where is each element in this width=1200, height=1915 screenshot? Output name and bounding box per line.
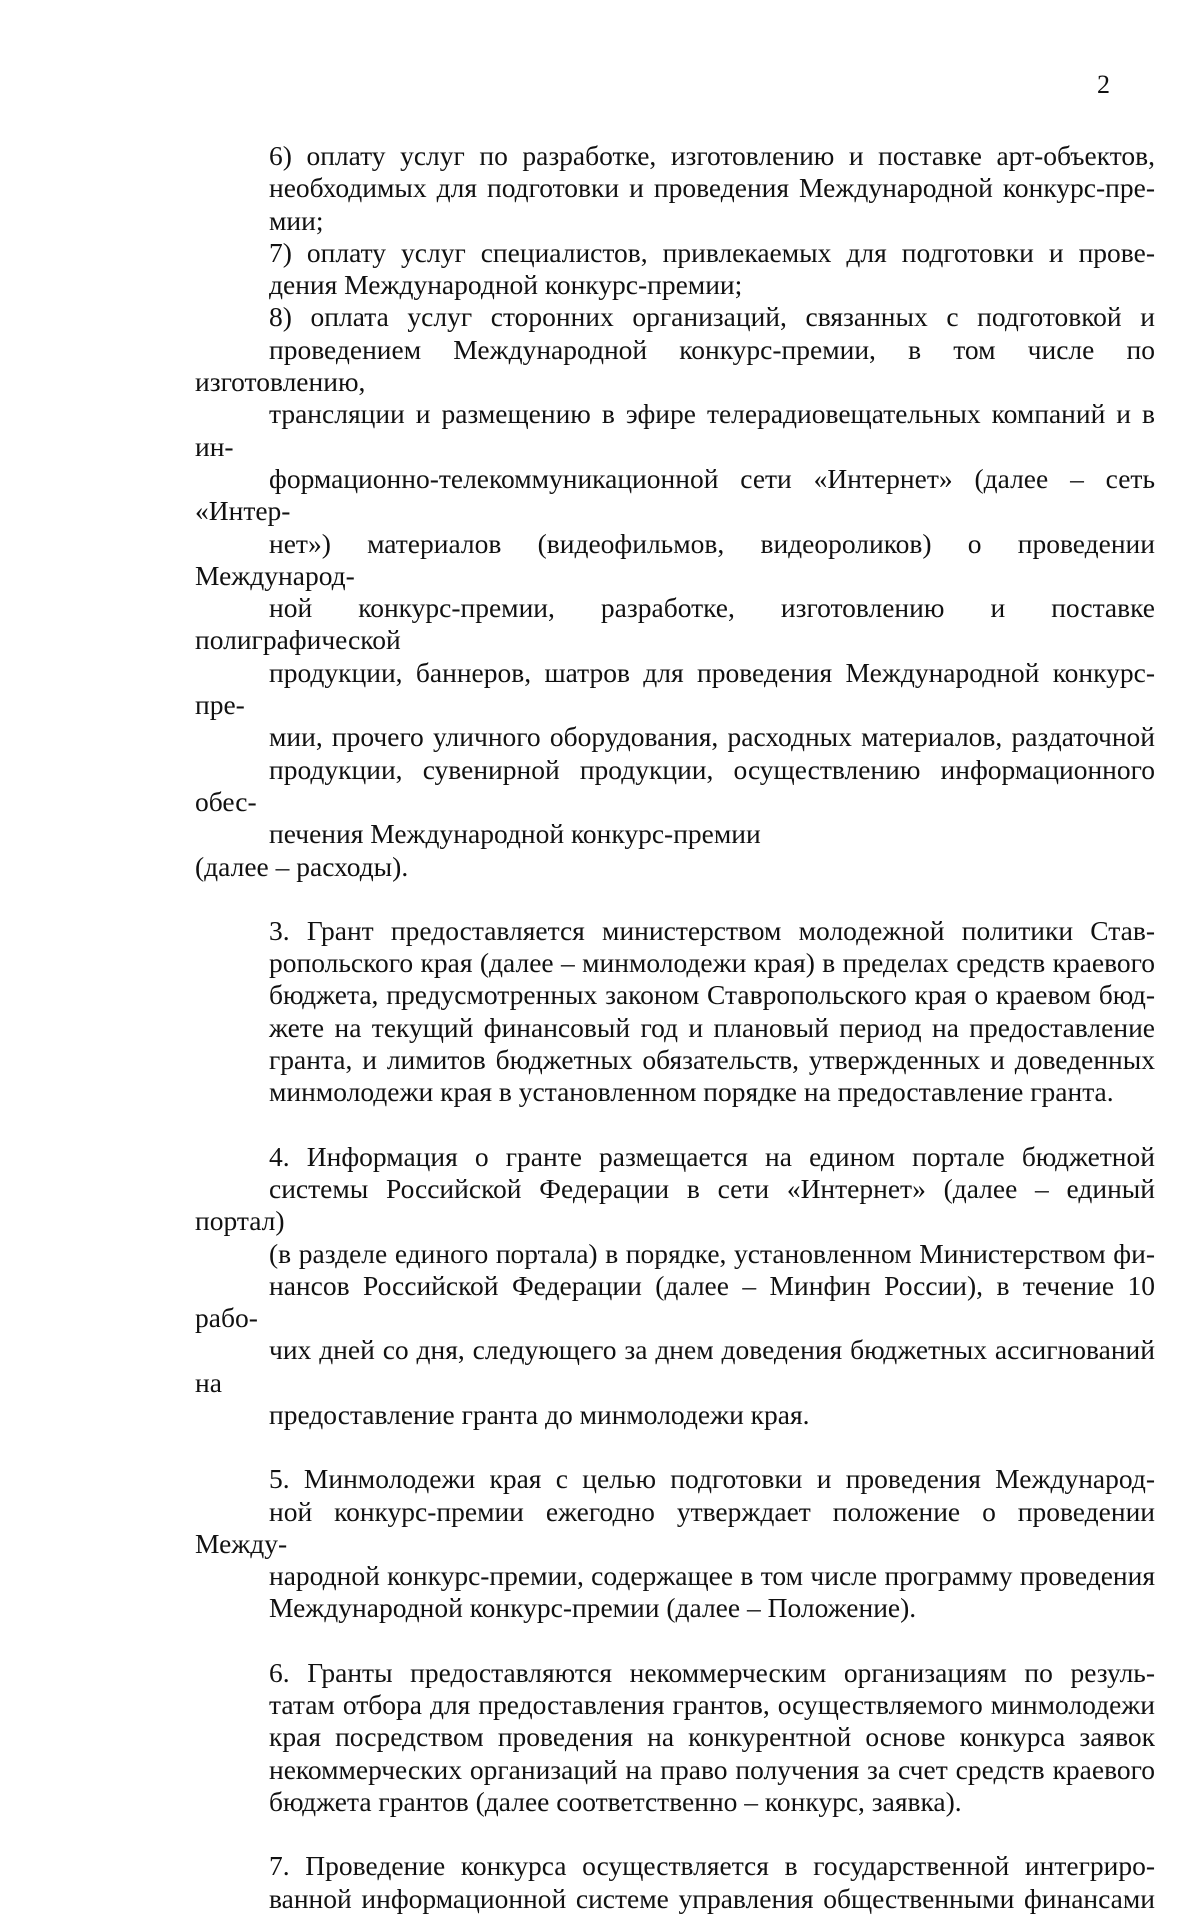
text-line: края посредством проведения на конкурентной основе конкурса заявок bbox=[269, 1721, 1155, 1753]
text-line: народной конкурс-премии, содержащее в том числе программу проведения bbox=[269, 1560, 1155, 1592]
text-line: гранта, и лимитов бюджетных обязательств, утвержденных и доведенных bbox=[269, 1044, 1155, 1076]
text-line: 8) оплата услуг сторонних организаций, связанных с подготовкой и bbox=[269, 301, 1155, 333]
text-line: ной конкурс-премии, разработке, изготовлению и поставке полиграфической bbox=[195, 592, 1155, 656]
text-line: нансов Российской Федерации (далее – Минфин России), в течение 10 рабо- bbox=[195, 1269, 1155, 1334]
text-line: жете на текущий финансовый год и плановый период на предоставление bbox=[269, 1011, 1155, 1043]
text-line: продукции, баннеров, шатров для проведения Международной конкурс-пре- bbox=[195, 656, 1155, 721]
list-item-8 bbox=[195, 301, 1155, 850]
page-number: 2 bbox=[1097, 70, 1110, 99]
list-item-7 bbox=[195, 237, 1155, 302]
clause-5 bbox=[195, 1463, 1155, 1624]
text-line: татам отбора для предоставления грантов, осуществляемого минмолодежи bbox=[269, 1689, 1155, 1721]
text-line: необходимых для подготовки и проведения Международной конкурс-пре- bbox=[269, 172, 1155, 204]
text-line: системы Российской Федерации в сети «Интернет» (далее – единый портал) bbox=[195, 1172, 1155, 1237]
text-line: бюджета, предусмотренных законом Ставропольского края о краевом бюд- bbox=[269, 979, 1155, 1011]
list-item-6 bbox=[195, 140, 1155, 237]
clause-4 bbox=[195, 1141, 1155, 1432]
expenses-note bbox=[195, 851, 1155, 883]
text-line: некоммерческих организаций на право получения за счет средств краевого bbox=[269, 1753, 1155, 1785]
document-body bbox=[195, 140, 1155, 1915]
clause-7 bbox=[195, 1850, 1155, 1915]
text-line: (далее – расходы). bbox=[195, 850, 409, 882]
text-line: бюджета грантов (далее соответственно – конкурс, заявка). bbox=[269, 1785, 962, 1817]
text-line: Международной конкурс-премии (далее – Положение). bbox=[269, 1592, 917, 1624]
text-line: дения Международной конкурс-премии; bbox=[269, 269, 743, 301]
text-line: 4. Информация о гранте размещается на едином портале бюджетной bbox=[269, 1140, 1155, 1172]
text-line: ропольского края (далее – минмолодежи края) в пределах средств краевого bbox=[269, 947, 1155, 979]
text-line: ванной информационной системе управления общественными финансами bbox=[269, 1882, 1155, 1914]
text-line: продукции, сувенирной продукции, осуществлению информационного обес- bbox=[195, 753, 1155, 817]
text-line: 5. Минмолодежи края с целью подготовки и проведения Международ- bbox=[269, 1463, 1155, 1495]
text-line: проведением Международной конкурс-премии, в том числе по изготовлению, bbox=[195, 333, 1155, 398]
text-line: мии, прочего уличного оборудования, расходных материалов, раздаточной bbox=[269, 721, 1155, 753]
text-line: нет») материалов (видеофильмов, видеороликов) о проведении Международ- bbox=[195, 527, 1155, 591]
text-line: (в разделе единого портала) в порядке, установленном Министерством фи- bbox=[269, 1237, 1155, 1269]
text-line: трансляции и размещению в эфире телерадиовещательных компаний и в ин- bbox=[195, 398, 1155, 462]
text-line: 7. Проведение конкурса осуществляется в государственной интегриро- bbox=[269, 1850, 1155, 1882]
text-line: чих дней со дня, следующего за днем доведения бюджетных ассигнований на bbox=[195, 1334, 1155, 1398]
text-line: 6) оплату услуг по разработке, изготовлению и поставке арт-объектов, bbox=[269, 140, 1155, 171]
text-line: формационно-телекоммуникационной сети «Интернет» (далее – сеть «Интер- bbox=[195, 462, 1155, 527]
text-line: предоставление гранта до минмолодежи края. bbox=[269, 1398, 810, 1430]
clause-3 bbox=[195, 915, 1155, 1109]
text-line: 6. Гранты предоставляются некоммерческим организациям по резуль- bbox=[269, 1656, 1155, 1688]
text-line: мии; bbox=[269, 204, 324, 236]
text-line: печения Международной конкурс-премии bbox=[269, 818, 761, 850]
text-line: минмолодежи края в установленном порядке на предоставление гранта. bbox=[269, 1076, 1114, 1108]
text-line: ной конкурс-премии ежегодно утверждает положение о проведении Между- bbox=[195, 1495, 1155, 1559]
text-line: 3. Грант предоставляется министерством молодежной политики Став- bbox=[269, 914, 1155, 946]
text-line: 7) оплату услуг специалистов, привлекаемых для подготовки и прове- bbox=[269, 236, 1155, 268]
